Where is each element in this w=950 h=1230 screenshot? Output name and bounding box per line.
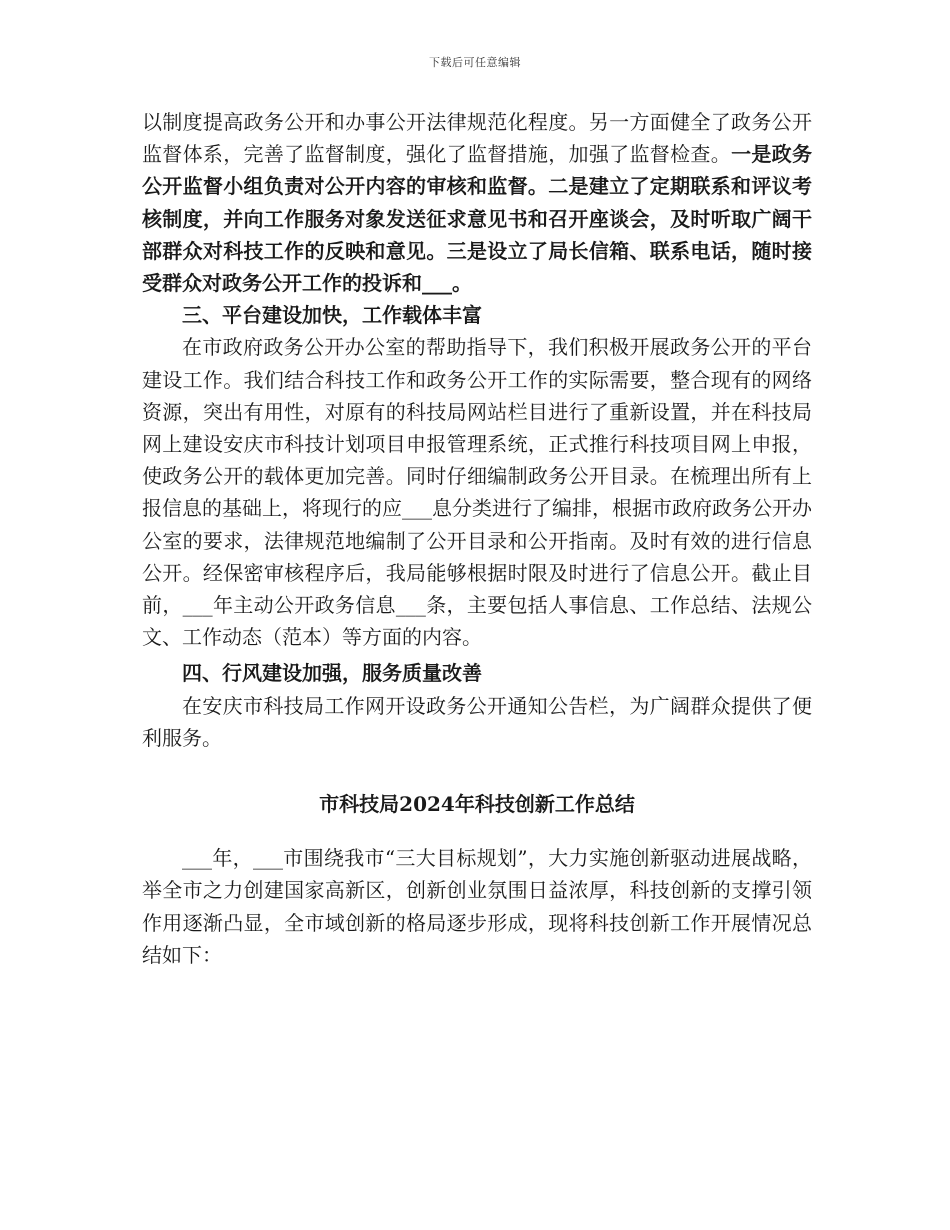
document-title: 市科技局2024年科技创新工作总结	[319, 792, 635, 817]
section-heading-4: 四、行风建设加强，服务质量改善	[182, 661, 482, 686]
paragraph-intro: ___年，___市围绕我市“三大目标规划”，大力实施创新驱动进展战略，举全市之力创建国家高新区，创新创业氛围日益浓厚，科技创新的支撑引领作用逐渐凸显，全市域创新的格局逐步形成，现将科技创新工作开展情况总结如下：	[142, 846, 812, 967]
paragraph-service: 在安庆市科技局工作网开设政务公开通知公告栏，为广阔群众提供了便利服务。	[142, 693, 812, 750]
paragraph-supervision-bold-text: 一是政务公开监督小组负责对公开内容的审核和监督。二是建立了定期联系和评议考核制度，并向工作服务对象发送征求意见书和召开座谈会，及时听取广阔干部群众对科技工作的反映和意见。三是设立了局长信箱、联系电话，随时接受群众对政务公开工作的投诉和___。	[142, 142, 812, 296]
header-note: 下载后可任意编辑	[429, 56, 521, 69]
section-heading-3: 三、平台建设加快，工作载体丰富	[182, 303, 482, 328]
paragraph-supervision-text: 以制度提高政务公开和办事公开法律规范化程度。另一方面健全了政务公开监督体系，完善了监督制度，强化了监督措施，加强了监督检查。	[142, 110, 812, 167]
document-body	[142, 106, 812, 971]
paragraph-platform: 在市政府政务公开办公室的帮助指导下，我们积极开展政务公开的平台建设工作。我们结合科技工作和政务公开工作的实际需要，整合现有的网络资源，突出有用性，对原有的科技局网站栏目进行了重新设置，并在科技局网上建设安庆市科技计划项目申报管理系统，正式推行科技项目网上申报，使政务公开的载体更加完善。同时仔细编制政务公开目录。在梳理出所有上报信息的基础上，将现行的应___息分类进行了编排，根据市政府政务公开办公室的要求，法律规范地编制了公开目录和公开指南。及时有效的进行信息公开。经保密审核程序后，我局能够根据时限及时进行了信息公开。截止目前，___年主动公开政务信息___条，主要包括人事信息、工作总结、法规公文、工作动态（范本）等方面的内容。	[142, 335, 812, 650]
paragraph-supervision	[142, 106, 812, 299]
